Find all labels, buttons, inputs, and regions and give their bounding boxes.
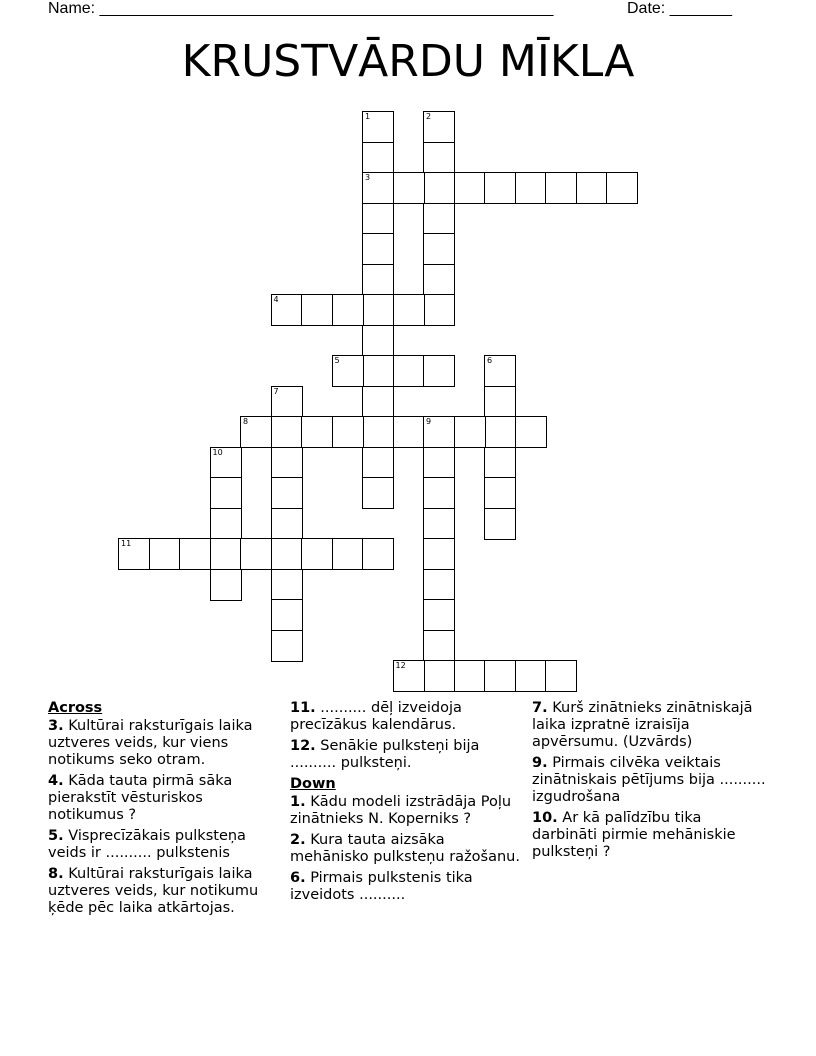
crossword-cell[interactable] (301, 416, 333, 448)
crossword-cell[interactable] (210, 477, 242, 509)
crossword-cell[interactable] (423, 172, 455, 204)
crossword-cell[interactable] (484, 386, 516, 418)
clue-number: 11 (121, 539, 132, 548)
crossword-cell[interactable] (362, 477, 394, 509)
clue-number: 4 (273, 295, 279, 304)
crossword-cell[interactable] (210, 538, 242, 570)
crossword-cell[interactable] (332, 355, 364, 387)
crossword-cell[interactable] (271, 538, 303, 570)
across-heading: Across (48, 700, 103, 716)
clues-column-3 (532, 700, 767, 865)
clue-number: 2 (426, 112, 432, 121)
clue-across-8: 8. Kultūrai raksturīgais laika uztveres veids, kur notikumu ķēde pēc laika atkārtojas. (48, 866, 259, 916)
crossword-cell[interactable] (362, 203, 394, 235)
crossword-cell[interactable] (362, 142, 394, 174)
clue-down-1: 1. Kādu modeli izstrādāja Poļu zinātnieks N. Koperniks ? (290, 794, 512, 827)
crossword-cell[interactable] (240, 538, 272, 570)
crossword-cell[interactable] (271, 599, 303, 631)
crossword-cell[interactable] (423, 416, 455, 448)
clue-across-4: 4. Kāda tauta pirmā sāka pierakstīt vēsturiskos notikumus ? (48, 773, 233, 823)
crossword-cell[interactable] (423, 233, 455, 265)
clue-number: 3 (365, 173, 371, 182)
crossword-cell[interactable] (362, 111, 394, 143)
crossword-cell[interactable] (393, 294, 425, 326)
clues-column-2 (290, 700, 525, 908)
crossword-cell[interactable] (484, 660, 516, 692)
crossword-cell[interactable] (393, 660, 425, 692)
clue-number: 10 (212, 447, 223, 457)
crossword-cell[interactable] (179, 538, 211, 570)
date-field-label: Date: _______ (627, 0, 732, 17)
crossword-cell[interactable] (423, 477, 455, 509)
clue-number: 12 (395, 661, 406, 670)
crossword-cell[interactable] (393, 172, 425, 204)
crossword-cell[interactable] (301, 294, 333, 326)
crossword-cell[interactable] (271, 447, 303, 479)
crossword-cell[interactable] (515, 416, 547, 448)
crossword-cell[interactable] (362, 172, 394, 204)
crossword-cell[interactable] (423, 111, 455, 143)
clues-column-1 (48, 700, 283, 921)
crossword-cell[interactable] (545, 172, 577, 204)
crossword-cell[interactable] (545, 660, 577, 692)
crossword-cell[interactable] (423, 660, 455, 692)
crossword-cell[interactable] (606, 172, 638, 204)
clue-down-6: 6. Pirmais pulkstenis tika izveidots .......... (290, 870, 473, 903)
clue-down-2: 2. Kura tauta aizsāka mehānisko pulksteņu ražošanu. (290, 832, 520, 865)
clue-number: 5 (334, 356, 340, 365)
crossword-cell[interactable] (271, 386, 303, 418)
crossword-cell[interactable] (423, 538, 455, 570)
crossword-cell[interactable] (362, 325, 394, 357)
crossword-cell[interactable] (423, 447, 455, 479)
clue-across-12: 12. Senākie pulksteņi bija .......... pulksteņi. (290, 738, 480, 771)
crossword-cell[interactable] (423, 203, 455, 235)
clue-number: 6 (487, 356, 493, 365)
crossword-cell[interactable] (423, 569, 455, 601)
crossword-cell[interactable] (332, 416, 364, 448)
crossword-cell[interactable] (271, 569, 303, 601)
clue-across-5: 5. Visprecīzākais pulksteņa veids ir .......... pulkstenis (48, 828, 246, 861)
crossword-cell[interactable] (271, 416, 303, 448)
crossword-cell[interactable] (393, 416, 425, 448)
crossword-cell[interactable] (484, 477, 516, 509)
crossword-cell[interactable] (423, 508, 455, 540)
crossword-cell[interactable] (484, 172, 516, 204)
crossword-cell[interactable] (454, 416, 486, 448)
crossword-cell[interactable] (423, 599, 455, 631)
crossword-cell[interactable] (271, 477, 303, 509)
down-heading: Down (290, 776, 336, 792)
crossword-cell[interactable] (362, 264, 394, 296)
crossword-cell[interactable] (362, 538, 394, 570)
clue-number: 7 (273, 386, 279, 396)
crossword-cell[interactable] (423, 264, 455, 296)
crossword-cell[interactable] (423, 142, 455, 174)
crossword-cell[interactable] (515, 660, 547, 692)
crossword-cell[interactable] (362, 416, 394, 448)
crossword-cell[interactable] (393, 355, 425, 387)
crossword-cell[interactable] (271, 630, 303, 662)
page-title: KRUSTVĀRDU MĪKLA (181, 36, 635, 87)
crossword-cell[interactable] (484, 416, 516, 448)
crossword-cell[interactable] (423, 355, 455, 387)
clue-across-3: 3. Kultūrai raksturīgais laika uztveres veids, kur viens notikums seko otram. (48, 718, 253, 768)
crossword-cell[interactable] (210, 447, 242, 479)
crossword-cell[interactable] (576, 172, 608, 204)
crossword-cell[interactable] (484, 355, 516, 387)
crossword-cell[interactable] (423, 630, 455, 662)
crossword-cell[interactable] (484, 508, 516, 540)
clue-number: 1 (365, 112, 371, 121)
crossword-cell[interactable] (362, 447, 394, 479)
crossword-cell[interactable] (240, 416, 272, 448)
crossword-cell[interactable] (149, 538, 181, 570)
crossword-cell[interactable] (454, 660, 486, 692)
clue-number: 9 (426, 417, 432, 426)
crossword-cell[interactable] (210, 569, 242, 601)
crossword-cell[interactable] (210, 508, 242, 540)
crossword-cell[interactable] (362, 355, 394, 387)
clue-down-9: 9. Pirmais cilvēka veiktais zinātniskais pētījums bija .......... izgudrošana (532, 755, 766, 805)
crossword-cell[interactable] (271, 508, 303, 540)
crossword-cell[interactable] (454, 172, 486, 204)
crossword-cell[interactable] (423, 294, 455, 326)
crossword-cell[interactable] (515, 172, 547, 204)
crossword-cell[interactable] (362, 294, 394, 326)
crossword-cell[interactable] (118, 538, 150, 570)
clue-down-10: 10. Ar kā palīdzību tika darbināti pirmie mehāniskie pulksteņi ? (532, 810, 736, 860)
crossword-cell[interactable] (332, 538, 364, 570)
crossword-cell[interactable] (332, 294, 364, 326)
name-field-label: Name: ___________________________________________________ (48, 0, 554, 17)
crossword-cell[interactable] (301, 538, 333, 570)
crossword-cell[interactable] (362, 386, 394, 418)
clue-across-11: 11. .......... dēļ izveidoja precīzākus kalendārus. (290, 700, 462, 733)
clue-down-7: 7. Kurš zinātnieks zinātniskajā laika izpratnē izraisīja apvērsumu. (Uzvārds) (532, 700, 753, 750)
clue-number: 8 (243, 417, 249, 426)
crossword-cell[interactable] (484, 447, 516, 479)
crossword-cell[interactable] (362, 233, 394, 265)
crossword-cell[interactable] (271, 294, 303, 326)
